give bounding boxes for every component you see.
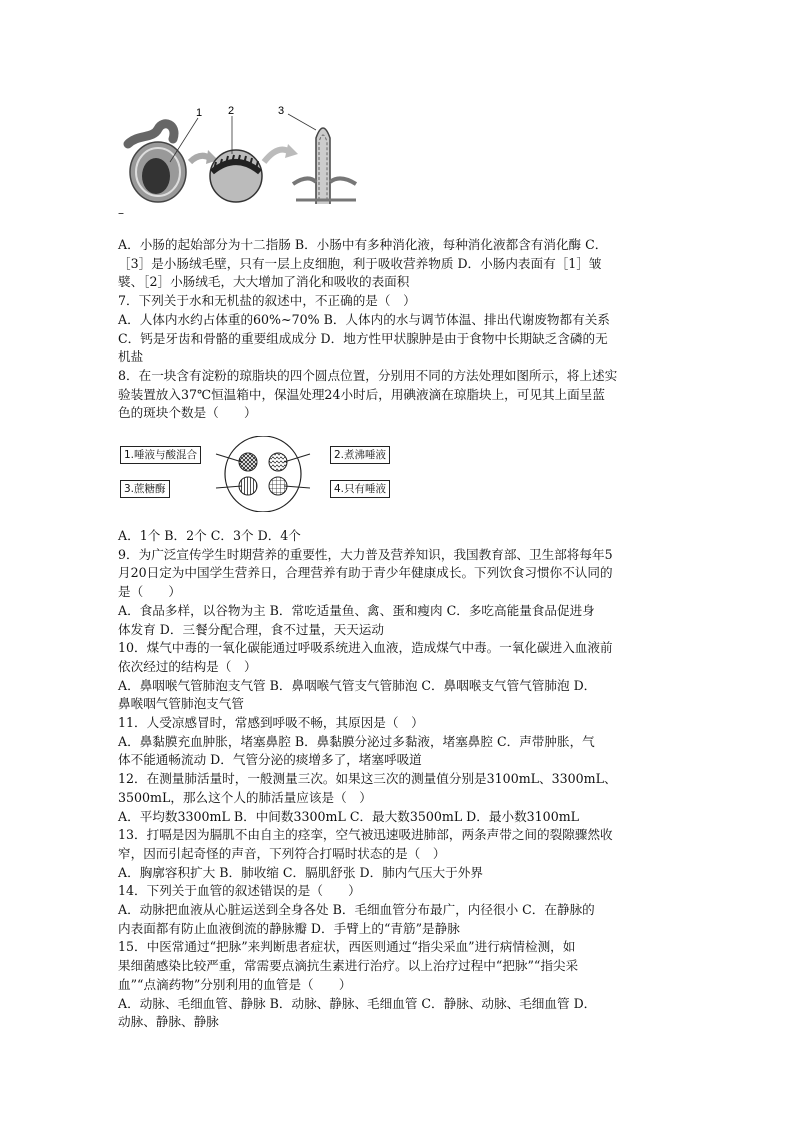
question-stem: 13．打嗝是因为膈肌不由自主的痉挛，空气被迅速吸进肺部，两条声带之间的裂隙骤然收 [118,827,613,843]
label-1: 1 [196,107,203,119]
question-line: 血”“点滴药物”分别利用的血管是（ ） [118,976,352,992]
question-line: 3500mL，那么这个人的肺活量应该是（ ） [118,789,372,805]
q8-stem-line: 8．在一块含有淀粉的琼脂块的四个圆点位置，分别用不同的方法处理如图所示，将上述实 [118,367,618,383]
question-list [118,546,684,1032]
separator-dash: – [118,206,124,220]
question-line: A．动脉、毛细血管、静脉 B．动脉、静脉、毛细血管 C．静脉、动脉、毛细血管 D． [118,995,597,1011]
questions-block-b [118,527,684,1032]
question-line: 窄，因而引起奇怪的声音，下列符合打嗝时状态的是（ ） [118,845,446,861]
question-stem: 11．人受凉感冒时，常感到呼吸不畅，其原因是（ ） [118,715,424,731]
question-line: 月20日定为中国学生营养日，合理营养有助于青少年健康成长。下列饮食习惯你不认同的 [118,565,613,581]
q8-options: A．1个 B．2个 C．3个 D．4个 [118,528,301,543]
label-saliva-acid: 1.唾液与酸混合 [120,446,201,464]
question-stem: 14．下列关于血管的叙述错误的是（ ） [118,883,361,899]
question-line: 体不能通畅流动 D．气管分泌的痰增多了，堵塞呼吸道 [118,752,422,768]
question-line: A．鼻咽喉气管肺泡支气管 B．鼻咽喉气管支气管肺泡 C．鼻咽喉支气管气管肺泡 D． [118,677,597,693]
label-3: 3 [278,105,285,117]
q6-option-line: A．小肠的起始部分为十二指肠 B．小肠中有多种消化液，每种消化液都含有消化酶 C． [118,237,608,252]
question-line: A．鼻黏膜充血肿胀，堵塞鼻腔 B．鼻黏膜分泌过多黏液，堵塞鼻腔 C．声带肿胀，气 [118,733,595,749]
question-line: 动脉、静脉、静脉 [118,1014,219,1030]
question-stem: 10．煤气中毒的一氧化碳能通过呼吸系统进入血液，造成煤气中毒。一氧化碳进入血液前 [118,640,613,656]
question-line: A．平均数3300mL B．中间数3300mL C．最大数3500mL D．最小数3100mL [118,808,580,824]
label-boiled-saliva: 2.煮沸唾液 [330,446,390,464]
question-stem: 9．为广泛宣传学生时期营养的重要性，大力普及营养知识，我国教育部、卫生部将每年5 [118,546,613,562]
q8-stem-line: 验装置放入37℃恒温箱中，保温处理24小时后，用碘液滴在琼脂块上，可见其上面呈蓝 [118,386,605,402]
q7-stem: 7．下列关于水和无机盐的叙述中，不正确的是（ ） [118,293,416,309]
question-line: 体发育 D．三餐分配合理，食不过量，天天运动 [118,621,384,637]
question-line: 依次经过的结构是（ ） [118,658,257,674]
label-2: 2 [228,105,235,117]
label-sucrase: 3.蔗糖酶 [120,480,170,498]
q6-option-line: 襞、［2］小肠绒毛，大大增加了消化和吸收的表面积 [118,274,410,290]
question-line: 鼻喉咽气管肺泡支气管 [118,696,244,712]
question-stem: 12．在测量肺活量时，一般测量三次。如果这三次的测量值分别是3100mL、3300mL、 [118,771,617,787]
question-line: A．动脉把血液从心脏运送到全身各处 B．毛细血管分布最广，内径很小 C．在静脉的 [118,902,595,918]
agar-experiment-figure [120,436,410,512]
small-intestine-drawing [118,104,358,216]
q7-option-line: A．人体内水约占体重的60%~70% B．人体内的水与调节体温、排出代谢废物都有关系 [118,311,610,327]
q6-option-line: ［3］是小肠绒毛壁，只有一层上皮细胞，利于吸收营养物质 D．小肠内表面有［1］皱 [118,255,602,271]
questions-block-a [118,236,684,423]
label-only-saliva: 4.只有唾液 [330,480,390,498]
question-line: 内表面都有防止血液倒流的静脉瓣 D．手臂上的“青筋”是静脉 [118,920,460,936]
question-stem: 15．中医常通过“把脉”来判断患者症状，西医则通过“指尖采血”进行病情检测，如 [118,939,576,955]
question-line: 是（ ） [118,584,181,600]
question-line: A．胸廓容积扩大 B．肺收缩 C．膈肌舒张 D．肺内气压大于外界 [118,864,483,880]
small-intestine-figure [118,104,358,216]
question-line: 果细菌感染比较严重，常需要点滴抗生素进行治疗。以上治疗过程中“把脉”“指尖采 [118,958,579,974]
question-line: A．食品多样，以谷物为主 B．常吃适量鱼、禽、蛋和瘦肉 C．多吃高能量食品促进身 [118,602,595,618]
q7-option-line: 机盐 [118,349,144,365]
q7-option-line: C．钙是牙齿和骨骼的重要组成成分 D．地方性甲状腺肿是由于食物中长期缺乏含磷的无 [118,330,608,346]
q8-stem-line: 色的斑块个数是（ ） [118,405,257,421]
